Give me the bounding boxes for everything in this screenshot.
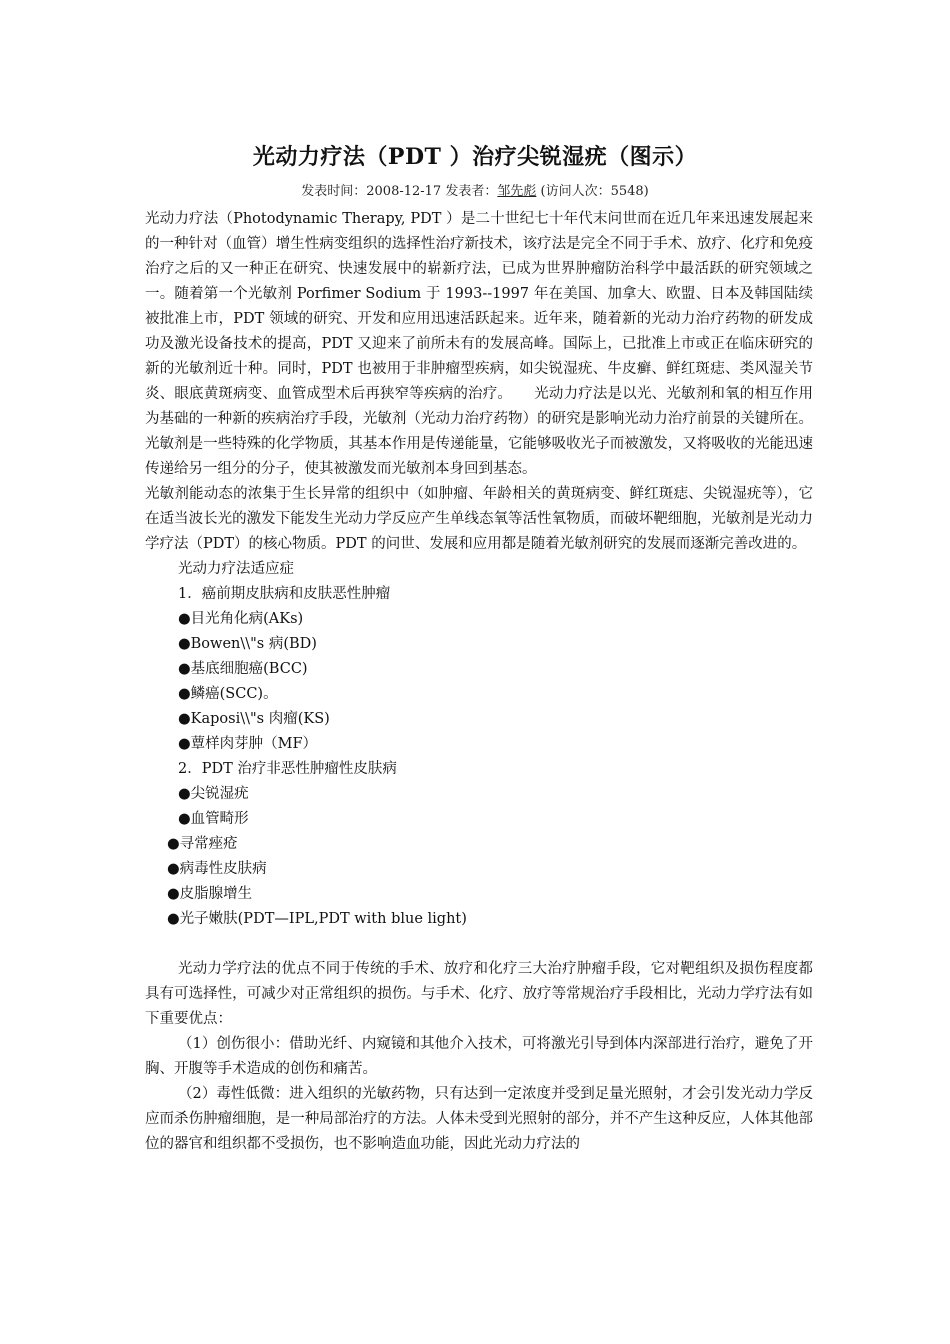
- list-item: ●血管畸形: [178, 811, 249, 827]
- indications-heading: 光动力疗法适应症: [178, 561, 294, 577]
- group2-heading: 2．PDT 治疗非恶性肿瘤性皮肤病: [178, 761, 397, 777]
- article-body: [145, 207, 813, 1157]
- list-item: ●病毒性皮肤病: [167, 861, 267, 877]
- list-item: ●寻常痤疮: [167, 836, 238, 852]
- list-item: ●基底细胞癌(BCC): [178, 661, 308, 677]
- article-title: 光动力疗法（PDT ）治疗尖锐湿疣（图示）: [252, 144, 698, 170]
- intro-paragraph-2: 光敏剂能动态的浓集于生长异常的组织中（如肿瘤、年龄相关的黄斑病变、鲜红斑痣、尖锐湿疣等），它在适当波长光的激发下能发生光动力学反应产生单线态氧等活性氧物质，而破坏靶细胞，光敏剂是光动力学疗法（PDT）的核心物质。PDT 的问世、发展和应用都是随着光敏剂研究的发展而逐渐完善改进的。: [145, 486, 813, 552]
- intro-paragraph-1: 光动力疗法（Photodynamic Therapy, PDT ）是二十世纪七十年代末问世而在近几年来迅速发展起来的一种针对（血管）增生性病变组织的选择性治疗新技术，该疗法是完全不同于手术、放疗、化疗和免疫治疗之后的又一种正在研究、快速发展中的崭新疗法，已成为世界肿瘤防治科学中最活跃的研究领域之一。随着第一个光敏剂 Porfimer Sodium 于 1993--1997 年在美国、加拿大、欧盟、日本及韩国陆续被批准上市，PDT 领域的研究、开发和应用迅速活跃起来。近年来，随着新的光动力治疗药物的研发成功及激光设备技术的提高，PDT 又迎来了前所未有的发展高峰。国际上，已批准上市或正在临床研究的新的光敏剂近十种。同时，PDT 也被用于非肿瘤型疾病，如尖锐湿疣、牛皮癣、鲜红斑痣、类风湿关节炎、眼底黄斑病变、血管成型术后再狭窄等疾病的治疗。 光动力疗法是以光、光敏剂和氧的相互作用为基础的一种新的疾病治疗手段，光敏剂（光动力治疗药物）的研究是影响光动力治疗前景的关键所在。光敏剂是一些特殊的化学物质，其基本作用是传递能量，它能够吸收光子而被激发，又将吸收的光能迅速传递给另一组分的分子，使其被激发而光敏剂本身回到基态。: [145, 211, 813, 477]
- paragraph-gap: [145, 932, 813, 957]
- advantage-1: （1）创伤很小：借助光纤、内窥镜和其他介入技术，可将激光引导到体内深部进行治疗，避免了开胸、开腹等手术造成的创伤和痛苦。: [145, 1036, 813, 1077]
- list-item: ●尖锐湿疣: [178, 786, 249, 802]
- meta-publish-info: 发表时间：2008-12-17 发表者：: [301, 184, 498, 199]
- article-meta: [0, 180, 950, 199]
- list-item: ●目光角化病(AKs): [178, 611, 304, 627]
- list-item: ●蕈样肉芽肿（MF）: [178, 736, 318, 752]
- list-item: ●鳞癌(SCC)。: [178, 686, 278, 702]
- list-item: ●皮脂腺增生: [167, 886, 253, 902]
- author-link[interactable]: 邹先彪: [497, 184, 537, 199]
- advantages-intro: 光动力学疗法的优点不同于传统的手术、放疗和化疗三大治疗肿瘤手段，它对靶组织及损伤程度都具有可选择性，可减少对正常组织的损伤。与手术、化疗、放疗等常规治疗手段相比，光动力学疗法有如下重要优点：: [145, 961, 813, 1027]
- meta-visit-count: (访问人次：5548): [536, 184, 649, 199]
- advantage-2: （2）毒性低微：进入组织的光敏药物，只有达到一定浓度并受到足量光照射，才会引发光动力学反应而杀伤肿瘤细胞，是一种局部治疗的方法。人体未受到光照射的部分，并不产生这种反应，人体其他部位的器官和组织都不受损伤，也不影响造血功能，因此光动力疗法的: [145, 1086, 813, 1152]
- list-item: ●光子嫩肤(PDT—IPL,PDT with blue light): [167, 911, 467, 927]
- group1-heading: 1．癌前期皮肤病和皮肤恶性肿瘤: [178, 586, 391, 602]
- list-item: ●Bowen\\"s 病(BD): [178, 636, 317, 652]
- list-item: ●Kaposi\\"s 肉瘤(KS): [178, 711, 330, 727]
